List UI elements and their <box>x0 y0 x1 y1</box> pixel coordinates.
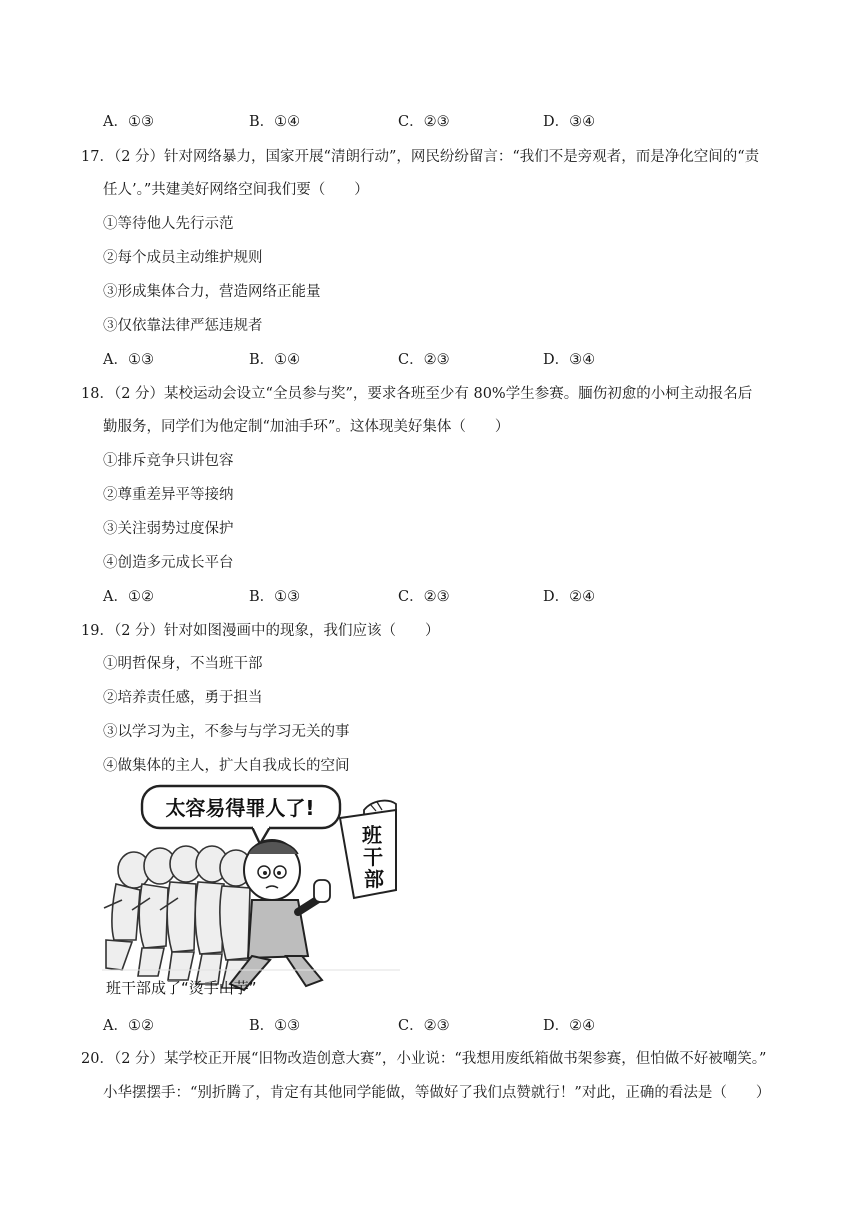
sign-char-1: 班 <box>362 823 382 847</box>
option-c: C．②③ <box>398 1018 450 1034</box>
q17-stem-line1: 17．（2 分）针对网络暴力，国家开展“清朗行动”，网民纷纷留言：“我们不是旁观者，而是净化空间的“责 <box>81 149 760 165</box>
option-d: D．②④ <box>543 589 596 605</box>
option-d: D．②④ <box>543 1018 596 1034</box>
q17-stem-line2: 任人’。”共建美好网络空间我们要（ ） <box>103 182 369 198</box>
q17-item-2: ②每个成员主动维护规则 <box>103 250 263 266</box>
option-c: C．②③ <box>398 114 450 130</box>
q20-stem-line2: 小华摆摆手：“别折腾了，肯定有其他同学能做，等做好了我们点赞就行！”对此，正确的看法是（ ） <box>103 1085 771 1101</box>
q20-stem-line1: 20．（2 分）某学校正开展“旧物改造创意大赛”，小业说：“我想用废纸箱做书架参赛，但怕做不好被嘲笑。” <box>81 1051 767 1067</box>
sign-char-3: 部 <box>364 867 384 891</box>
option-b: B．①④ <box>249 114 301 130</box>
option-d: D．③④ <box>543 114 596 130</box>
q17-item-1: ①等待他人先行示范 <box>103 216 234 232</box>
q19-stem: 19．（2 分）针对如图漫画中的现象，我们应该（ ） <box>81 623 440 639</box>
q18-stem-line2: 勤服务，同学们为他定制“加油手环”。这体现美好集体（ ） <box>103 419 510 435</box>
option-a: A．①③ <box>103 352 154 368</box>
option-a: A．①② <box>103 1018 154 1034</box>
q18-item-3: ③关注弱势过度保护 <box>103 521 234 537</box>
option-b: B．①③ <box>249 1018 301 1034</box>
q18-item-4: ④创造多元成长平台 <box>103 555 234 571</box>
q17-item-3: ③形成集体合力，营造网络正能量 <box>103 284 321 300</box>
cartoon-illustration <box>102 780 400 998</box>
q18-item-1: ①排斥竞争只讲包容 <box>103 453 234 469</box>
q17-item-4: ③仅依靠法律严惩违规者 <box>103 318 263 334</box>
cartoon-figure <box>102 780 400 998</box>
sign-char-2: 干 <box>363 845 383 869</box>
crowd-of-students <box>104 846 252 988</box>
option-a: A．①② <box>103 589 154 605</box>
option-b: B．①③ <box>249 589 301 605</box>
q19-item-4: ④做集体的主人，扩大自我成长的空间 <box>103 758 350 774</box>
option-d: D．③④ <box>543 352 596 368</box>
q19-item-2: ②培养责任感，勇于担当 <box>103 690 263 706</box>
q19-item-3: ③以学习为主，不参与与学习无关的事 <box>103 724 350 740</box>
option-c: C．②③ <box>398 589 450 605</box>
q19-item-1: ①明哲保身，不当班干部 <box>103 656 263 672</box>
cartoon-caption: 班干部成了“烫手山芋” <box>106 979 257 997</box>
speech-text: 太容易得罪人了! <box>165 796 315 820</box>
option-a: A．①③ <box>103 114 154 130</box>
option-c: C．②③ <box>398 352 450 368</box>
q18-item-2: ②尊重差异平等接纳 <box>103 487 234 503</box>
q18-stem-line1: 18．（2 分）某校运动会设立“全员参与奖”，要求各班至少有 80%学生参赛。腼伤初愈的小柯主动报名后 <box>81 386 753 402</box>
option-b: B．①④ <box>249 352 301 368</box>
